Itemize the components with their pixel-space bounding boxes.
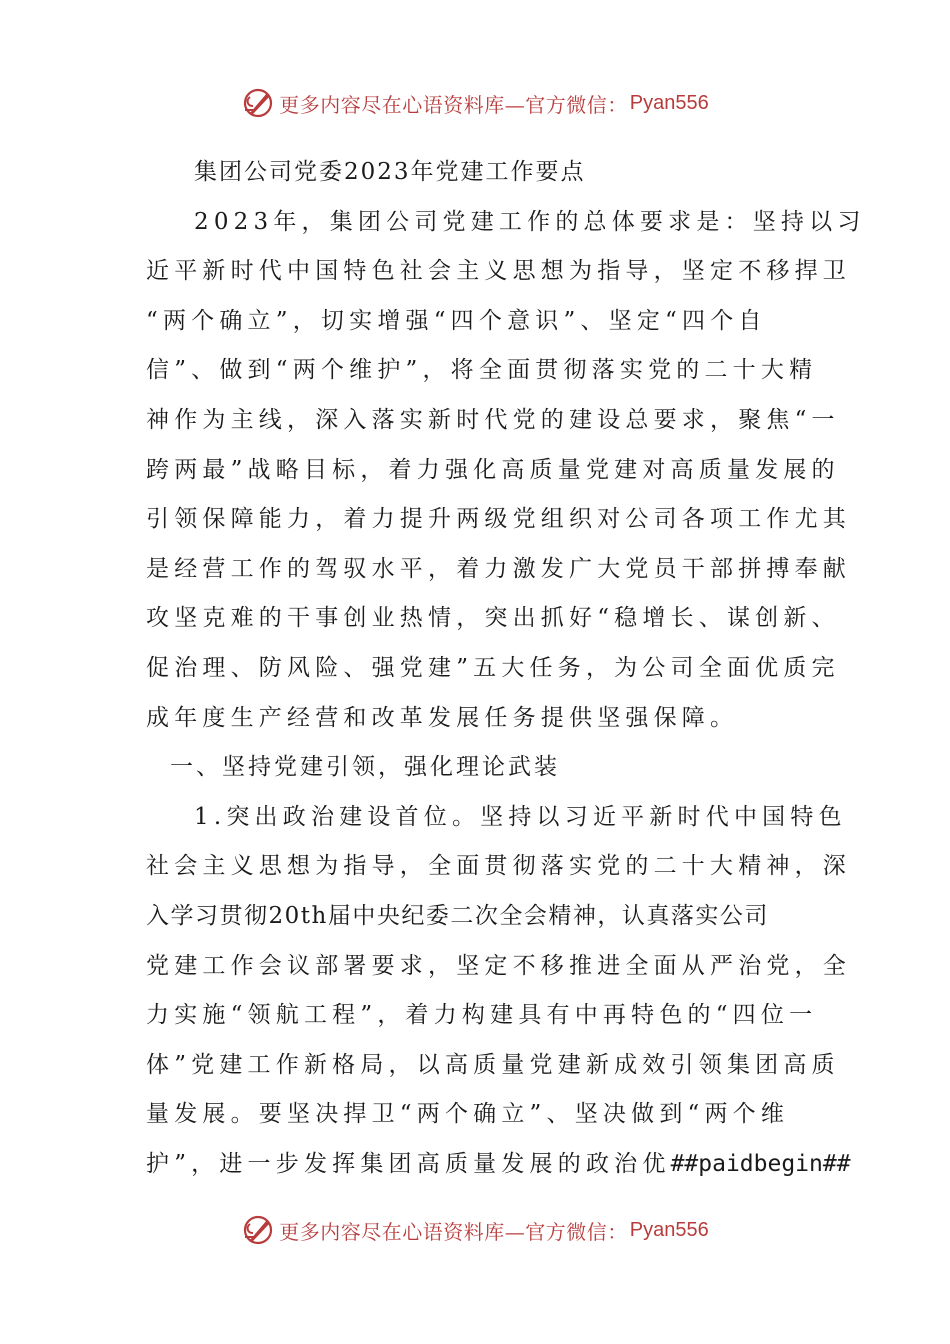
quill-logo-icon <box>241 86 275 120</box>
paragraph-line: 党建工作会议部署要求，坚定不移推进全面从严治党，全 <box>146 952 851 979</box>
paragraph-line: 成年度生产经营和改革发展任务提供坚强保障。 <box>146 704 739 731</box>
paragraph-line: 引领保障能力，着力提升两级党组织对公司各项工作尤其 <box>146 506 851 533</box>
paragraph-line: “两个确立”，切实增强“四个意识”、坚定“四个自 <box>146 307 767 334</box>
paragraph-line: 社会主义思想为指导，全面贯彻落实党的二十大精神，深 <box>146 853 851 880</box>
paid-marker: ##paidbegin## <box>670 1150 851 1177</box>
watermark-bottom <box>0 1213 950 1247</box>
paragraph-line: 促治理、防风险、强党建”五大任务，为公司全面优质完 <box>146 654 840 681</box>
paragraph-line: 是经营工作的驾驭水平，着力激发广大党员干部拼搏奉献 <box>146 555 851 582</box>
watermark-handle: Pyan556 <box>629 91 709 114</box>
watermark-top <box>0 86 950 120</box>
watermark-text: 更多内容尽在心语资料库—官方微信： <box>279 1219 628 1244</box>
quill-logo-icon <box>241 1213 275 1247</box>
watermark-handle: Pyan556 <box>629 1218 709 1241</box>
paragraph-line: 体”党建工作新格局，以高质量党建新成效引领集团高质 <box>146 1051 840 1078</box>
document-title: 集团公司党委2023年党建工作要点 <box>194 159 586 185</box>
paragraph-line: 量发展。要坚决捍卫“两个确立”、坚决做到“两个维 <box>146 1101 790 1128</box>
paragraph-line: 跨两最”战略目标，着力强化高质量党建对高质量发展的 <box>146 456 840 483</box>
paragraph-line: 2023年，集团公司党建工作的总体要求是：坚持以习 <box>194 208 866 235</box>
paragraph-line: 攻坚克难的干事创业热情，突出抓好“稳增长、谋创新、 <box>146 605 840 632</box>
paragraph-line: 入学习贯彻20th届中央纪委二次全会精神，认真落实公司 <box>146 902 769 929</box>
paragraph-line: 神作为主线，深入落实新时代党的建设总要求，聚焦“一 <box>146 406 840 433</box>
paragraph-line-text: 护”，进一步发挥集团高质量发展的政治优 <box>146 1150 671 1177</box>
paragraph-line: 力实施“领航工程”，着力构建具有中再特色的“四位一 <box>146 1002 818 1029</box>
document-body <box>146 148 866 1189</box>
section-heading: 一、坚持党建引领，强化理论武装 <box>170 754 560 781</box>
paragraph-line: 近平新时代中国特色社会主义思想为指导，坚定不移捍卫 <box>146 258 851 285</box>
paragraph-line-last <box>146 1140 851 1190</box>
paragraph-line: 1.突出政治建设首位。坚持以习近平新时代中国特色 <box>194 803 847 830</box>
watermark-text: 更多内容尽在心语资料库—官方微信： <box>279 92 628 117</box>
paragraph-line: 信”、做到“两个维护”，将全面贯彻落实党的二十大精 <box>146 357 818 384</box>
